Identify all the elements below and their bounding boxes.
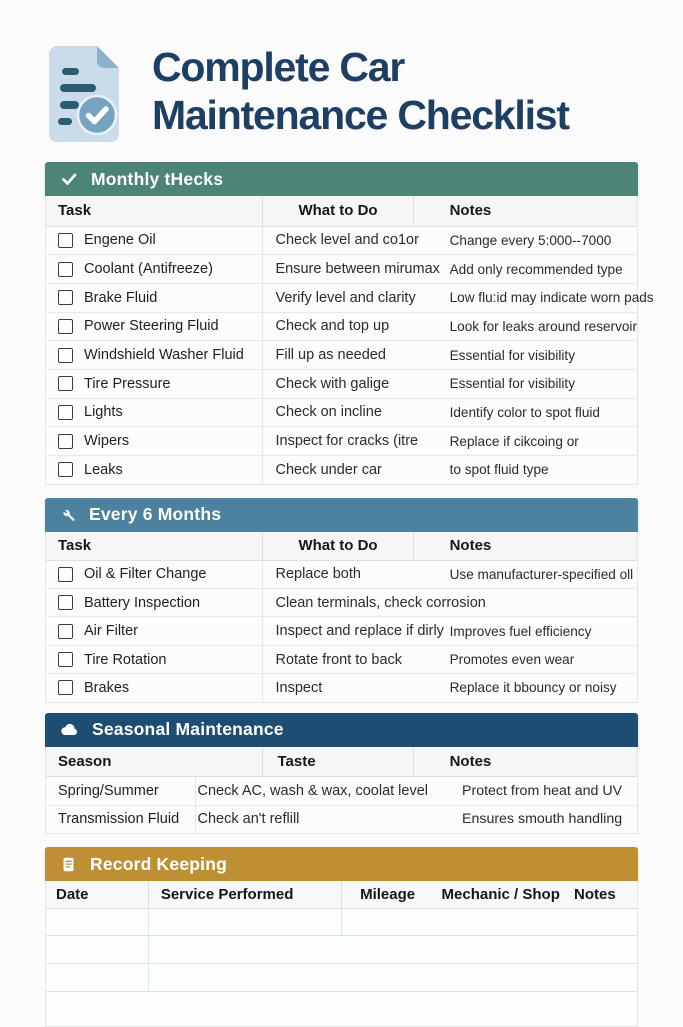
what-to-do-cell: Inspect bbox=[275, 679, 323, 696]
notes-cell: Ensures smouth handling bbox=[462, 811, 623, 828]
task-checkbox[interactable] bbox=[58, 595, 73, 610]
record-cell bbox=[46, 992, 637, 1026]
table-row bbox=[46, 255, 637, 284]
table-row bbox=[46, 561, 637, 589]
task-label: Leaks bbox=[84, 461, 123, 478]
what-to-do-cell: Check with galige bbox=[275, 375, 390, 392]
record-empty-row bbox=[46, 909, 637, 936]
notes-cell: Look for leaks around reservoir bbox=[449, 318, 637, 334]
record-cell bbox=[149, 909, 342, 935]
column-header-row bbox=[46, 196, 637, 227]
task-label: Lights bbox=[84, 404, 123, 421]
table-row bbox=[46, 617, 637, 645]
column-header-notes: Notes bbox=[574, 886, 616, 904]
task-cell bbox=[46, 313, 263, 341]
task-checkbox[interactable] bbox=[58, 567, 73, 582]
task-label: Windshield Washer Fluid bbox=[84, 347, 244, 364]
column-header-taste: Taste bbox=[263, 747, 413, 777]
task-cell bbox=[46, 427, 263, 455]
notes-cell: Identify color to spot fluid bbox=[449, 404, 600, 420]
notebook-icon bbox=[60, 856, 77, 873]
notes-cell: Change every 5:000--7000 bbox=[449, 232, 612, 248]
task-cell bbox=[46, 284, 263, 312]
section-header-bar bbox=[45, 713, 638, 747]
document-check-icon bbox=[45, 42, 125, 144]
task-label: Brake Fluid bbox=[84, 289, 158, 306]
task-checkbox[interactable] bbox=[58, 262, 73, 277]
section-seasonal bbox=[45, 713, 638, 835]
table-row bbox=[46, 806, 637, 834]
page-title-line1: Complete Car bbox=[152, 44, 405, 90]
task-cell bbox=[46, 617, 263, 644]
notes-cell: Low flu:id may indicate worn pads bbox=[449, 290, 654, 306]
page-title-line2: Maintenance Checklist bbox=[152, 91, 569, 138]
section-table bbox=[45, 747, 638, 835]
what-to-do-cell: Check an't reflill bbox=[197, 811, 300, 828]
task-checkbox[interactable] bbox=[58, 290, 73, 305]
task-checkbox[interactable] bbox=[58, 319, 73, 334]
table-row bbox=[46, 227, 637, 256]
record-cell bbox=[46, 964, 149, 991]
table-row bbox=[46, 674, 637, 701]
task-checkbox[interactable] bbox=[58, 680, 73, 695]
column-header-what-to-do: What to Do bbox=[263, 532, 413, 560]
section-title: Record Keeping bbox=[90, 853, 227, 874]
section-monthly bbox=[45, 162, 654, 485]
section-title: Every 6 Months bbox=[89, 504, 222, 525]
table-row bbox=[46, 370, 637, 399]
what-to-do-cell: Replace both bbox=[275, 566, 361, 583]
task-cell bbox=[46, 399, 263, 427]
section-title: Seasonal Maintenance bbox=[92, 719, 284, 740]
record-cell bbox=[46, 909, 149, 935]
column-header-mechanic-shop: Mechanic / Shop bbox=[441, 886, 560, 904]
what-to-do-cell: Clean terminals, check corrosion bbox=[275, 594, 486, 611]
task-label: Coolant (Antifreeze) bbox=[84, 261, 213, 278]
column-header-season: Season bbox=[46, 747, 263, 777]
section-table bbox=[45, 196, 654, 485]
record-cell bbox=[342, 909, 637, 935]
table-row bbox=[46, 427, 637, 456]
check-icon bbox=[60, 170, 78, 188]
column-header-mileage: Mileage bbox=[360, 886, 416, 904]
column-header-service-performed: Service Performed bbox=[149, 881, 342, 908]
column-header-date: Date bbox=[46, 881, 149, 908]
task-label: Power Steering Fluid bbox=[84, 318, 219, 335]
task-label: Brakes bbox=[84, 679, 130, 696]
record-empty-row bbox=[46, 936, 637, 964]
table-row bbox=[46, 456, 637, 484]
task-cell bbox=[46, 255, 263, 283]
task-cell bbox=[46, 370, 263, 398]
what-to-do-cell: Rotate front to back bbox=[275, 651, 403, 668]
column-header-notes: Notes bbox=[449, 752, 492, 770]
notes-cell: Use manufacturer-specified oll bbox=[449, 566, 634, 582]
page-header bbox=[0, 0, 683, 138]
task-label: Tire Pressure bbox=[84, 375, 171, 392]
column-header-row bbox=[46, 747, 637, 778]
notes-cell: Improves fuel efficiency bbox=[449, 623, 592, 639]
notes-cell: Add only recommended type bbox=[449, 261, 623, 277]
task-label: Tire Rotation bbox=[84, 651, 167, 668]
table-row bbox=[46, 284, 654, 313]
task-label: Air Filter bbox=[84, 623, 138, 640]
table-row bbox=[46, 341, 637, 370]
notes-cell: Replace it bbouncy or noisy bbox=[449, 680, 617, 696]
notes-cell: Protect from heat and UV bbox=[462, 782, 623, 799]
task-checkbox[interactable] bbox=[58, 624, 73, 639]
task-checkbox[interactable] bbox=[58, 652, 73, 667]
task-cell bbox=[46, 589, 263, 616]
sections-container bbox=[0, 162, 683, 1027]
task-label: Spring/Summer bbox=[58, 782, 159, 799]
table-row bbox=[46, 646, 637, 674]
notes-cell: Replace if cikcoing or bbox=[449, 433, 579, 449]
task-cell bbox=[46, 456, 263, 484]
table-row bbox=[46, 589, 637, 617]
task-checkbox[interactable] bbox=[58, 462, 73, 477]
wrench-icon bbox=[60, 507, 76, 523]
section-header-bar bbox=[45, 162, 638, 196]
column-header-task: Task bbox=[46, 532, 263, 560]
record-empty-row bbox=[46, 992, 637, 1026]
column-header-task: Task bbox=[46, 196, 263, 226]
task-checkbox[interactable] bbox=[58, 348, 73, 363]
column-header-notes: Notes bbox=[449, 202, 492, 220]
what-to-do-cell: Cneck AC, wash & wax, coolat level bbox=[197, 782, 429, 799]
table-row bbox=[46, 777, 637, 806]
task-label: Wipers bbox=[84, 433, 130, 450]
record-empty-row bbox=[46, 964, 637, 992]
table-row bbox=[46, 399, 637, 428]
task-checkbox[interactable] bbox=[58, 405, 73, 420]
task-cell bbox=[46, 674, 263, 701]
task-cell bbox=[46, 561, 263, 588]
what-to-do-cell: Check level and co1or bbox=[275, 232, 419, 249]
table-row bbox=[46, 313, 637, 342]
column-header-row bbox=[46, 881, 637, 909]
task-cell bbox=[46, 227, 263, 255]
task-cell bbox=[46, 341, 263, 369]
notes-cell: Essential for visibility bbox=[449, 376, 575, 392]
column-header-notes: Notes bbox=[449, 537, 492, 555]
task-cell bbox=[46, 646, 263, 673]
section-title: Monthly tHecks bbox=[91, 168, 224, 189]
page-title bbox=[152, 44, 569, 140]
what-to-do-cell: Verify level and clarity bbox=[275, 289, 416, 306]
notes-cell: Essential for visibility bbox=[449, 347, 575, 363]
task-label: Battery Inspection bbox=[84, 594, 201, 611]
notes-cell: Promotes even wear bbox=[449, 652, 575, 668]
what-to-do-cell: Check on incline bbox=[275, 404, 382, 421]
what-to-do-cell: Fill up as needed bbox=[275, 347, 386, 364]
task-cell bbox=[46, 806, 196, 834]
task-checkbox[interactable] bbox=[58, 233, 73, 248]
notes-cell: to spot fluid type bbox=[449, 462, 549, 478]
record-cell bbox=[149, 936, 637, 963]
column-header-what-to-do: What to Do bbox=[263, 196, 413, 226]
what-to-do-cell: Inspect and replace if dirly bbox=[275, 623, 444, 640]
record-cell bbox=[149, 964, 637, 991]
what-to-do-cell: Ensure between mirumax bbox=[275, 261, 440, 278]
task-checkbox[interactable] bbox=[58, 376, 73, 391]
task-label: Engene Oil bbox=[84, 232, 156, 249]
cloud-icon bbox=[60, 720, 79, 739]
section-header-bar bbox=[45, 847, 638, 881]
what-to-do-cell: Check and top up bbox=[275, 318, 390, 335]
task-label: Transmission Fluid bbox=[58, 811, 180, 828]
task-label: Oil & Filter Change bbox=[84, 566, 207, 583]
section-six-months bbox=[45, 498, 638, 703]
section-record bbox=[45, 847, 638, 1027]
section-table bbox=[45, 532, 638, 703]
column-header-row bbox=[46, 532, 637, 561]
task-cell bbox=[46, 777, 196, 805]
record-cell bbox=[46, 936, 149, 963]
task-checkbox[interactable] bbox=[58, 434, 73, 449]
what-to-do-cell: Check under car bbox=[275, 461, 382, 478]
section-table bbox=[45, 881, 638, 1027]
what-to-do-cell: Inspect for cracks (itre bbox=[275, 433, 419, 450]
section-header-bar bbox=[45, 498, 638, 532]
